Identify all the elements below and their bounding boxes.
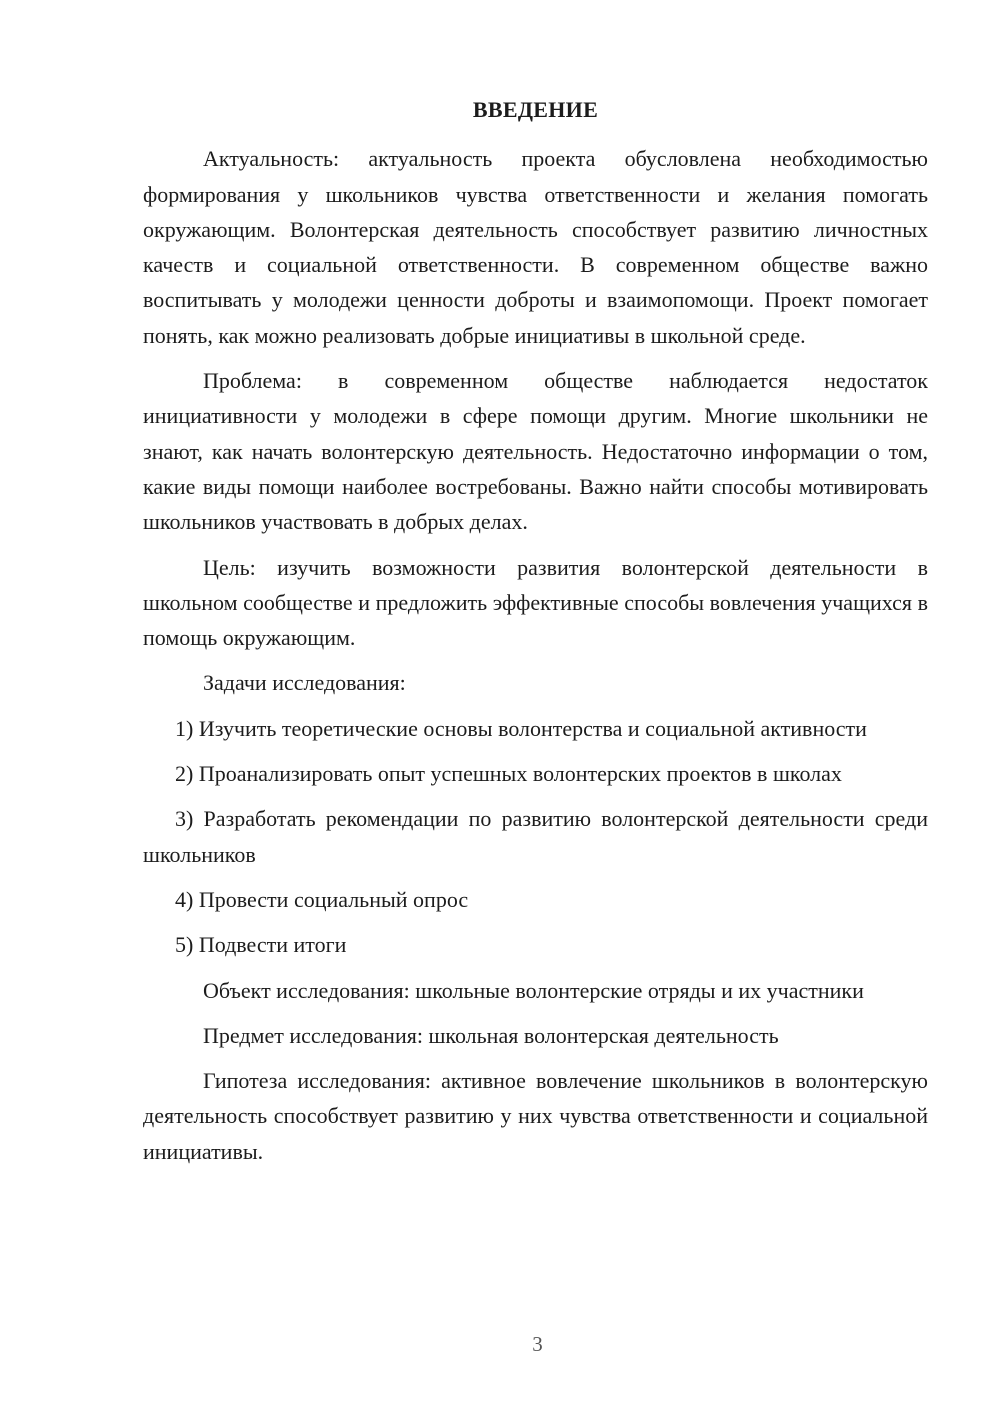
problem-paragraph: Проблема: в современном обществе наблюдается недостаток инициативности у молодежи в сфере помощи другим. Многие школьники не знают, как начать волонтерскую деятельность. Недостаточно информации о том, какие виды помощи наиболее востребованы. Важно найти способы мотивировать школьников участвовать в добрых делах. (143, 368, 928, 535)
document-page (143, 92, 928, 1179)
tasks-list (143, 711, 928, 963)
task-item: 3) Разработать рекомендации по развитию волонтерской деятельности среди школьников (143, 806, 928, 867)
task-item: 2) Проанализировать опыт успешных волонтерских проектов в школах (175, 761, 842, 787)
task-item: 4) Провести социальный опрос (175, 886, 469, 912)
relevance-paragraph: Актуальность: актуальность проекта обусловлена необходимостью формирования у школьников чувства ответственности и желания помогать окружающим. Волонтерская деятельность способствует развитию личностных качеств и социальной ответственности. В современном обществе важно воспитывать у молодежи ценности доброты и взаимопомощи. Проект помогает понять, как можно реализовать добрые инициативы в школьной среде. (143, 146, 928, 348)
hypothesis-paragraph: Гипотеза исследования: активное вовлечение школьников в волонтерскую деятельность способствует развитию у них чувства ответственности и социальной инициативы. (143, 1068, 928, 1164)
task-item: 1) Изучить теоретические основы волонтерства и социальной активности (175, 715, 867, 741)
subject-paragraph: Предмет исследования: школьная волонтерская деятельность (203, 1022, 779, 1048)
task-item: 5) Подвести итоги (175, 932, 347, 958)
page-number: 3 (532, 1332, 543, 1356)
object-paragraph: Объект исследования: школьные волонтерские отряды и их участники (203, 977, 864, 1003)
tasks-heading: Задачи исследования: (203, 670, 406, 696)
page-title: ВВЕДЕНИЕ (472, 97, 599, 122)
goal-paragraph: Цель: изучить возможности развития волонтерской деятельности в школьном сообществе и предложить эффективные способы вовлечения учащихся в помощь окружающим. (143, 554, 928, 651)
